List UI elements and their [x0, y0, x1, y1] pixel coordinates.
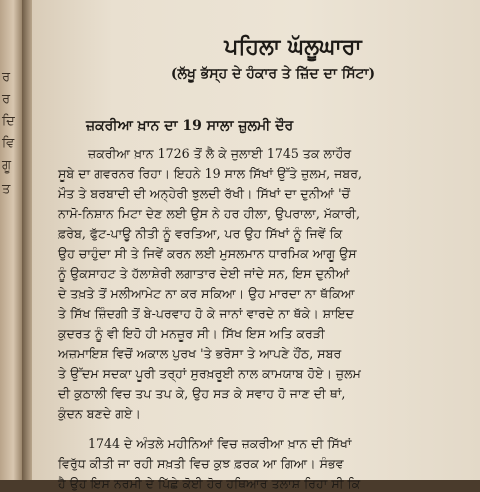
body-line: ਕੁਦਰਤ ਨੂੰ ਵੀ ਇਹੋ ਹੀ ਮਨਜ਼ੂਰ ਸੀ। ਸਿੱਖ ਇਸ ਅਤਿ ਕਰੜੀ [58, 326, 325, 341]
body-line: ਵਿਰੁੱਧ ਕੀਤੀ ਜਾ ਰਹੀ ਸਖ਼ਤੀ ਵਿਚ ਕੁਝ ਫ਼ਰਕ ਆ ਗਿਆ। ਸੰਭਵ [58, 456, 344, 471]
prev-page-fragment: ਦਿ [2, 114, 15, 129]
body-line: ਫ਼ਰੇਬ, ਫੁੱਟ-ਪਾਊ ਨੀਤੀ ਨੂੰ ਵਰਤਿਆ, ਪਰ ਉਹ ਸਿੱਖਾਂ ਨੂੰ ਜਿਵੇਂ ਕਿ [58, 226, 343, 241]
body-line: ਦੀ ਕੁਠਾਲੀ ਵਿਚ ਤਪ ਤਪ ਕੇ, ਉਹ ਸੜ ਕੇ ਸਵਾਹ ਹੋ ਜਾਣ ਦੀ ਥਾਂ, [58, 386, 346, 401]
page-title: ਪਹਿਲਾ ਘੱਲੂਘਾਰਾ [224, 34, 362, 60]
page-text-block [58, 0, 463, 491]
prev-page-fragment: ਰ [2, 92, 11, 107]
prev-page-fragment: ਰ [2, 70, 11, 85]
body-line: ਸੂਬੇ ਦਾ ਗਵਰਨਰ ਰਿਹਾ। ਇਹਨੇ 19 ਸਾਲ ਸਿੱਖਾਂ ਉੱਤੇ ਜ਼ੁਲਮ, ਜਬਰ, [58, 166, 363, 181]
body-line: ਨਾਮੋ-ਨਿਸ਼ਾਨ ਮਿਟਾ ਦੇਣ ਲਈ ਉਸ ਨੇ ਹਰ ਹੀਲਾ, ਉਪਰਾਲਾ, ਮੱਕਾਰੀ, [58, 206, 360, 221]
page-subtitle: (ਲੱਖੂ ਭੱਸ੍ਹ ਦੇ ਹੰਕਾਰ ਤੇ ਜ਼ਿੱਦ ਦਾ ਸਿੱਟਾ) [170, 66, 376, 82]
body-line: ਅਜ਼ਮਾਇਸ਼ ਵਿਚੋਂ ਅਕਾਲ ਪੁਰਖ 'ਤੇ ਭਰੋਸਾ ਤੇ ਆਪਣੇ ਹੌਂਠ, ਸਬਰ [58, 346, 342, 361]
prev-page-fragment: ਵਿ [2, 136, 15, 151]
prev-page-fragment: ਗੂ [2, 158, 12, 173]
body-line: ਤੇ ਸਿੱਖ ਜ਼ਿੰਦਗੀ ਤੋਂ ਬੇ-ਪਰਵਾਹ ਹੋ ਕੇ ਜਾਨਾਂ ਵਾਰਦੇ ਨਾ ਥੱਕੇ। ਸ਼ਾਇਦ [58, 306, 355, 321]
body-line: ਹੈ ਉਹ ਇਸ ਨਰਮੀ ਦੇ ਪਿੱਛੇ ਕੋਈ ਹੋਰ ਹਥਿਆਰ ਤਲਾਸ਼ ਰਿਹਾ ਸੀ ਕਿ [58, 476, 361, 491]
body-line: ਦੇ ਤਖ਼ਤੇ ਤੋਂ ਮਲੀਆਮੇਟ ਨਾ ਕਰ ਸਕਿਆ। ਉਹ ਮਾਰਦਾ ਨਾ ਥੱਕਿਆ [58, 286, 355, 301]
body-line: ਤੇ ਉੱਦਮ ਸਦਕਾ ਪੂਰੀ ਤਰ੍ਹਾਂ ਸੁਰਖ਼ਰੂਈ ਨਾਲ ਕਾਮਯਾਬ ਹੋਏ। ਜ਼ੁਲਮ [58, 366, 361, 381]
prev-page-fragment: ਤ [2, 182, 11, 197]
body-line: ਨੂੰ ਉਕਸਾਹਟ ਤੇ ਹੱਲਾਸ਼ੇਰੀ ਲਗਾਤਾਰ ਦੇਈ ਜਾਂਦੇ ਸਨ, ਇਸ ਦੁਨੀਆਂ [58, 266, 350, 281]
body-line: ਜ਼ਕਰੀਆ ਖ਼ਾਨ 1726 ਤੋਂ ਲੈ ਕੇ ਜੁਲਾਈ 1745 ਤਕ ਲਾਹੌਰ [88, 146, 352, 161]
body-line: ਮੌਤ ਤੇ ਬਰਬਾਦੀ ਦੀ ਅਨ੍ਹੇਰੀ ਝੁਲਦੀ ਰੱਖੀ। ਸਿੱਖਾਂ ਦਾ ਦੁਨੀਆਂ 'ਚੋਂ [58, 186, 351, 201]
body-line: 1744 ਦੇ ਅੰਤਲੇ ਮਹੀਨਿਆਂ ਵਿਚ ਜ਼ਕਰੀਆ ਖ਼ਾਨ ਦੀ ਸਿੱਖਾਂ [88, 436, 352, 451]
body-line: ਉਹ ਚਾਹੁੰਦਾ ਸੀ ਤੇ ਜਿਵੇਂ ਕਰਨ ਲਈ ਮੁਸਲਮਾਨ ਧਾਰਮਿਕ ਆਗੂ ਉਸ [58, 246, 357, 261]
section-heading: ਜ਼ਕਰੀਆ ਖ਼ਾਨ ਦਾ 19 ਸਾਲਾ ਜ਼ੁਲਮੀ ਦੌਰ [86, 118, 294, 134]
body-line: ਕੁੰਦਨ ਬਣਦੇ ਗਏ। [58, 406, 141, 421]
book-gutter [22, 0, 32, 480]
previous-page-edge [0, 0, 22, 480]
